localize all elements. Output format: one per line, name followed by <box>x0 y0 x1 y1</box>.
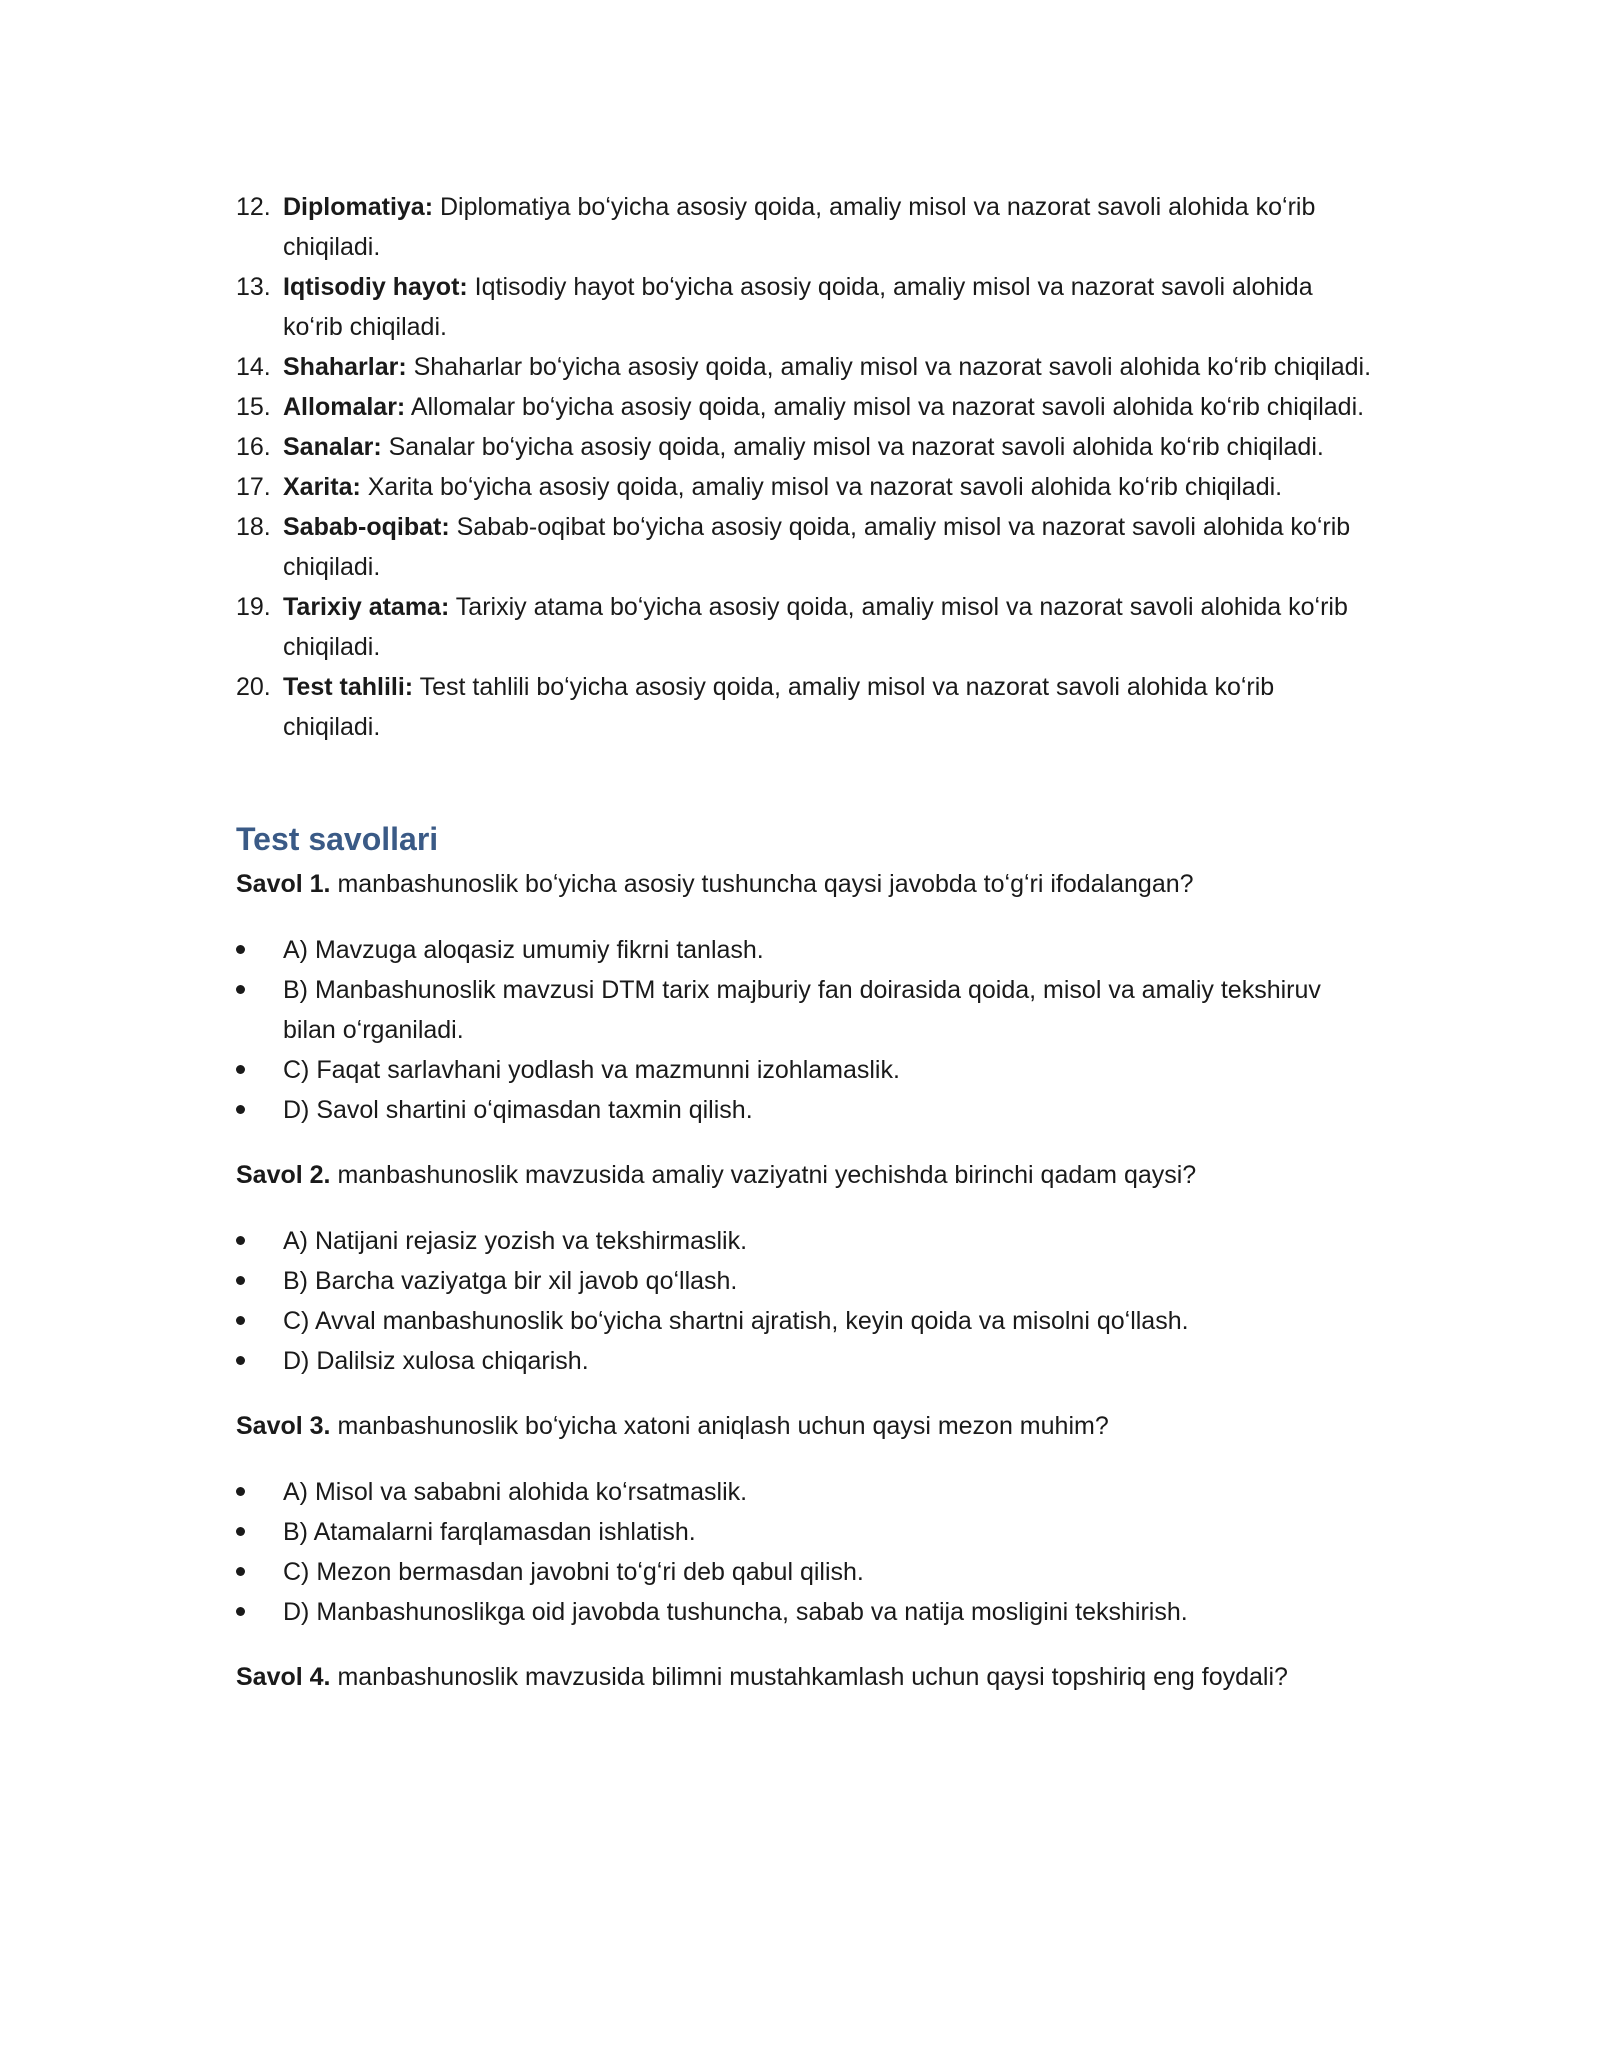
numbered-topic-list <box>236 187 1376 747</box>
answer-option <box>236 1261 1376 1301</box>
question-label: Savol 3. <box>236 1412 331 1440</box>
bullet-icon <box>236 1567 245 1576</box>
item-term: Shaharlar: <box>283 353 407 381</box>
answer-option <box>236 1050 1376 1090</box>
bullet-icon <box>236 1065 245 1074</box>
option-text: A) Misol va sababni alohida koʻrsatmaslik. <box>283 1478 748 1506</box>
bullet-icon <box>236 1276 245 1285</box>
question-label: Savol 4. <box>236 1663 331 1691</box>
item-number: 15. <box>236 393 271 421</box>
item-term: Diplomatiya: <box>283 193 434 221</box>
option-text: B) Atamalarni farqlamasdan ishlatish. <box>283 1518 696 1546</box>
option-text: C) Mezon bermasdan javobni toʻgʻri deb qabul qilish. <box>283 1558 864 1586</box>
list-item <box>236 467 1376 507</box>
item-term: Tarixiy atama: <box>283 593 450 621</box>
question-3 <box>236 1406 1376 1446</box>
answer-option <box>236 930 1376 970</box>
item-text: Test tahlili boʻyicha asosiy qoida, amaliy misol va nazorat savoli alohida koʻrib chiqiladi. <box>283 673 1275 741</box>
list-item <box>236 347 1376 387</box>
list-item <box>236 387 1376 427</box>
item-text: Allomalar boʻyicha asosiy qoida, amaliy misol va nazorat savoli alohida koʻrib chiqiladi. <box>405 393 1365 421</box>
bullet-icon <box>236 945 245 954</box>
question-text: manbashunoslik boʻyicha xatoni aniqlash uchun qaysi mezon muhim? <box>330 1412 1109 1440</box>
option-text: D) Manbashunoslikga oid javobda tushuncha, sabab va natija mosligini tekshirish. <box>283 1598 1188 1626</box>
bullet-icon <box>236 1356 245 1365</box>
list-item <box>236 427 1376 467</box>
question-1 <box>236 864 1376 904</box>
page-content <box>236 187 1376 1697</box>
question-text: manbashunoslik mavzusida bilimni mustahkamlash uchun qaysi topshiriq eng foydali? <box>330 1663 1288 1691</box>
item-number: 12. <box>236 193 271 221</box>
section-heading: Test savollari <box>236 821 439 857</box>
item-term: Iqtisodiy hayot: <box>283 273 468 301</box>
answer-option <box>236 1090 1376 1130</box>
item-text: Tarixiy atama boʻyicha asosiy qoida, amaliy misol va nazorat savoli alohida koʻrib chiqiladi. <box>283 593 1348 661</box>
item-number: 16. <box>236 433 271 461</box>
list-item <box>236 187 1376 267</box>
answer-option <box>236 1512 1376 1552</box>
item-term: Xarita: <box>283 473 361 501</box>
question-text: manbashunoslik mavzusida amaliy vaziyatni yechishda birinchi qadam qaysi? <box>330 1161 1197 1189</box>
question-3-options <box>236 1472 1376 1632</box>
answer-option <box>236 970 1376 1050</box>
bullet-icon <box>236 1607 245 1616</box>
item-text: Iqtisodiy hayot boʻyicha asosiy qoida, amaliy misol va nazorat savoli alohida koʻrib chiqiladi. <box>283 273 1313 341</box>
option-text: B) Manbashunoslik mavzusi DTM tarix majburiy fan doirasida qoida, misol va amaliy tekshiruv bilan oʻrganiladi. <box>283 976 1321 1044</box>
item-text: Diplomatiya boʻyicha asosiy qoida, amaliy misol va nazorat savoli alohida koʻrib chiqiladi. <box>283 193 1316 261</box>
item-term: Allomalar: <box>283 393 406 421</box>
question-label: Savol 1. <box>236 870 331 898</box>
list-item <box>236 507 1376 587</box>
item-number: 19. <box>236 593 271 621</box>
question-label: Savol 2. <box>236 1161 331 1189</box>
option-text: D) Savol shartini oʻqimasdan taxmin qilish. <box>283 1096 753 1124</box>
item-text: Shaharlar boʻyicha asosiy qoida, amaliy misol va nazorat savoli alohida koʻrib chiqiladi. <box>406 353 1372 381</box>
question-2-options <box>236 1221 1376 1381</box>
list-item <box>236 667 1376 747</box>
bullet-icon <box>236 985 245 994</box>
item-term: Sabab-oqibat: <box>283 513 450 541</box>
question-2 <box>236 1155 1376 1195</box>
answer-option <box>236 1592 1376 1632</box>
item-number: 13. <box>236 273 271 301</box>
option-text: D) Dalilsiz xulosa chiqarish. <box>283 1347 589 1375</box>
question-text: manbashunoslik boʻyicha asosiy tushuncha qaysi javobda toʻgʻri ifodalangan? <box>330 870 1194 898</box>
item-number: 18. <box>236 513 271 541</box>
option-text: A) Natijani rejasiz yozish va tekshirmaslik. <box>283 1227 748 1255</box>
answer-option <box>236 1221 1376 1261</box>
question-4 <box>236 1657 1376 1697</box>
item-text: Xarita boʻyicha asosiy qoida, amaliy misol va nazorat savoli alohida koʻrib chiqiladi. <box>360 473 1283 501</box>
item-number: 20. <box>236 673 271 701</box>
item-text: Sanalar boʻyicha asosiy qoida, amaliy misol va nazorat savoli alohida koʻrib chiqiladi. <box>381 433 1324 461</box>
bullet-icon <box>236 1105 245 1114</box>
answer-option <box>236 1341 1376 1381</box>
item-number: 14. <box>236 353 271 381</box>
option-text: C) Faqat sarlavhani yodlash va mazmunni izohlamaslik. <box>283 1056 900 1084</box>
item-number: 17. <box>236 473 271 501</box>
bullet-icon <box>236 1316 245 1325</box>
bullet-icon <box>236 1527 245 1536</box>
item-term: Sanalar: <box>283 433 382 461</box>
item-term: Test tahlili: <box>283 673 414 701</box>
answer-option <box>236 1472 1376 1512</box>
answer-option <box>236 1552 1376 1592</box>
bullet-icon <box>236 1487 245 1496</box>
option-text: A) Mavzuga aloqasiz umumiy fikrni tanlash. <box>283 936 764 964</box>
option-text: C) Avval manbashunoslik boʻyicha shartni ajratish, keyin qoida va misolni qoʻllash. <box>283 1307 1189 1335</box>
item-text: Sabab-oqibat boʻyicha asosiy qoida, amaliy misol va nazorat savoli alohida koʻrib chiqiladi. <box>283 513 1351 581</box>
question-1-options <box>236 930 1376 1130</box>
bullet-icon <box>236 1236 245 1245</box>
option-text: B) Barcha vaziyatga bir xil javob qoʻllash. <box>283 1267 738 1295</box>
answer-option <box>236 1301 1376 1341</box>
list-item <box>236 267 1376 347</box>
list-item <box>236 587 1376 667</box>
